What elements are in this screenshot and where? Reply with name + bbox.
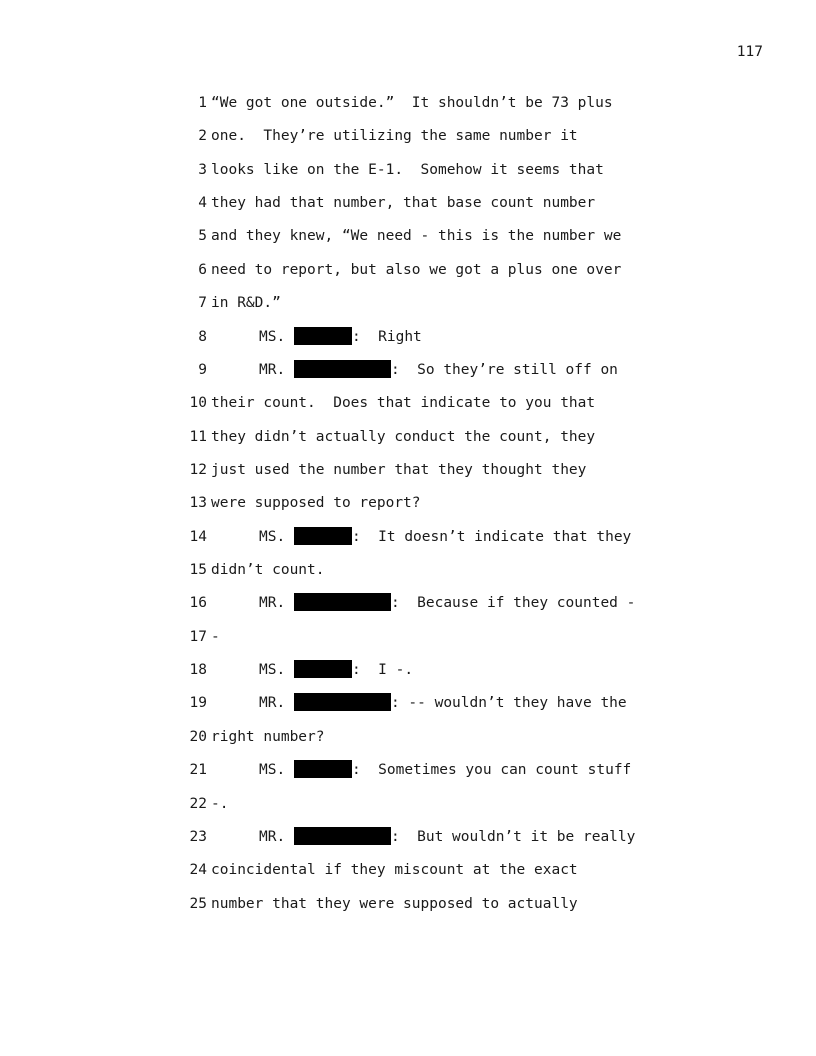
line-number: 18	[189, 662, 207, 679]
line-text: they didn’t actually conduct the count, they	[211, 428, 596, 445]
line-number: 10	[189, 395, 207, 412]
transcript-line	[170, 493, 690, 526]
transcript-line	[170, 827, 690, 860]
transcript-line	[170, 160, 690, 193]
line-number: 2	[198, 128, 207, 145]
transcript-line	[170, 860, 690, 893]
transcript-line	[170, 393, 690, 426]
statement-text: : Right	[351, 328, 422, 345]
redaction-bar	[294, 327, 352, 345]
speaker-statement	[259, 827, 635, 847]
line-number: 8	[198, 328, 207, 345]
transcript-line	[170, 693, 690, 726]
line-text: -.	[211, 795, 229, 812]
line-text: in R&D.”	[211, 295, 281, 312]
speaker-title: MS.	[259, 528, 286, 545]
speaker-title: MS.	[259, 762, 286, 779]
line-number: 4	[198, 195, 207, 212]
speaker-title: MS.	[259, 328, 286, 345]
line-number: 24	[189, 862, 207, 879]
line-number: 5	[198, 228, 207, 245]
line-text: looks like on the E-1. Somehow it seems that	[211, 161, 604, 178]
page-number: 117	[736, 44, 763, 60]
statement-text: : But wouldn’t it be really	[390, 828, 636, 845]
redaction-bar	[294, 527, 352, 545]
redaction-bar	[294, 693, 391, 711]
redaction-bar	[294, 593, 391, 611]
line-number: 12	[189, 461, 207, 478]
line-text: their count. Does that indicate to you that	[211, 395, 596, 412]
line-number: 1	[198, 95, 207, 111]
line-number: 13	[189, 495, 207, 512]
line-number: 20	[189, 728, 207, 745]
transcript-line	[170, 427, 690, 460]
speaker-statement	[259, 593, 635, 613]
transcript-line	[170, 894, 690, 927]
line-number: 14	[189, 528, 207, 545]
statement-text: : Because if they counted -	[390, 595, 636, 612]
redaction-bar	[294, 760, 352, 778]
transcript-line	[170, 794, 690, 827]
statement-text: : I -.	[351, 662, 414, 679]
transcript-line	[170, 126, 690, 159]
transcript-line	[170, 727, 690, 760]
line-number: 9	[198, 361, 207, 378]
transcript-line	[170, 760, 690, 793]
line-number: 16	[189, 595, 207, 612]
transcript-line	[170, 193, 690, 226]
statement-text: : So they’re still off on	[390, 361, 618, 378]
speaker-statement	[259, 327, 422, 347]
line-text: need to report, but also we got a plus one over	[211, 261, 622, 278]
line-text: one. They’re utilizing the same number it	[211, 128, 578, 145]
redaction-bar	[294, 660, 352, 678]
line-number: 17	[189, 628, 207, 645]
transcript-line	[170, 226, 690, 259]
transcript-line	[170, 560, 690, 593]
line-text: just used the number that they thought they	[211, 461, 587, 478]
speaker-statement	[259, 527, 631, 547]
line-number: 15	[189, 562, 207, 579]
line-text: right number?	[211, 728, 325, 745]
line-text: number that they were supposed to actually	[211, 895, 578, 912]
line-number: 19	[189, 695, 207, 712]
speaker-title: MR.	[259, 695, 286, 712]
line-text: and they knew, “We need - this is the number we	[211, 228, 622, 245]
transcript-line	[170, 460, 690, 493]
transcript-line	[170, 360, 690, 393]
speaker-title: MS.	[259, 662, 286, 679]
line-number: 6	[198, 261, 207, 278]
line-text: didn’t count.	[211, 562, 325, 579]
transcript-line	[170, 660, 690, 693]
transcript-line	[170, 260, 690, 293]
transcript-line	[170, 627, 690, 660]
speaker-title: MR.	[259, 828, 286, 845]
line-number: 22	[189, 795, 207, 812]
line-number: 7	[198, 295, 207, 312]
transcript-line	[170, 327, 690, 360]
transcript-line	[170, 527, 690, 560]
line-number: 23	[189, 828, 207, 845]
speaker-statement	[259, 760, 631, 780]
line-number: 3	[198, 161, 207, 178]
transcript-line	[170, 93, 690, 126]
line-number: 11	[189, 428, 207, 445]
line-text: they had that number, that base count number	[211, 195, 596, 212]
statement-text: : Sometimes you can count stuff	[351, 762, 632, 779]
line-number: 25	[189, 895, 207, 912]
speaker-statement	[259, 360, 618, 380]
line-text: “We got one outside.” It shouldn’t be 73 plus	[211, 95, 613, 111]
speaker-title: MR.	[259, 361, 286, 378]
speaker-statement	[259, 693, 627, 713]
line-text: -	[211, 628, 220, 645]
speaker-title: MR.	[259, 595, 286, 612]
redaction-bar	[294, 827, 391, 845]
line-text: coincidental if they miscount at the exact	[211, 862, 578, 879]
statement-text: : It doesn’t indicate that they	[351, 528, 632, 545]
line-number: 21	[189, 762, 207, 779]
transcript-line	[170, 593, 690, 626]
speaker-statement	[259, 660, 413, 680]
line-text: were supposed to report?	[211, 495, 421, 512]
transcript-line	[170, 293, 690, 326]
statement-text: : -- wouldn’t they have the	[390, 695, 627, 712]
transcript-body	[170, 93, 690, 927]
redaction-bar	[294, 360, 391, 378]
